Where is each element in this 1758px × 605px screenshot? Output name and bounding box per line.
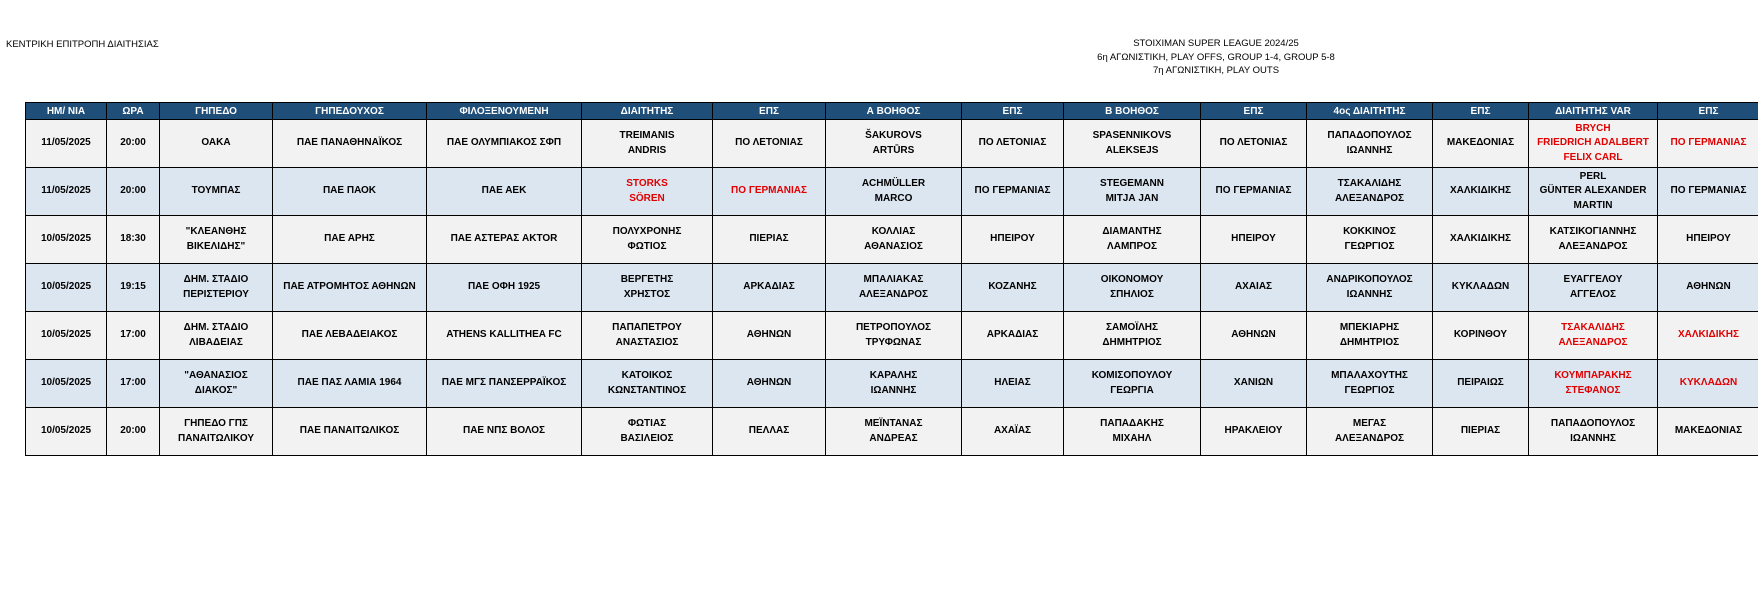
table-cell (427, 360, 582, 408)
cell-text: ΑΧΑΙΑΣ (1234, 281, 1273, 293)
table-cell (1529, 168, 1658, 216)
table-row (26, 312, 1758, 360)
cell-text: ΠΟ ΛΕΤΟΝΙΑΣ (978, 137, 1047, 149)
cell-text: ΧΑΝΙΩΝ (1233, 377, 1274, 389)
table-cell (713, 408, 826, 456)
cell-text: ΠΟ ΛΕΤΟΝΙΑΣ (1219, 137, 1288, 149)
cell-text: 17:00 (120, 377, 146, 389)
cell-text: ΤΣΑΚΑΛΙΔΗΣ (1561, 322, 1625, 333)
cell-text: ΤΣΑΚΑΛΙΔΗΣ (1337, 178, 1402, 189)
cell-text: ŠAKUROVS (865, 130, 922, 141)
cell-text: ΚΑΡΑΛΗΣ (869, 370, 918, 381)
cell-text: ΣΤΕΦΑΝΟΣ (1565, 384, 1621, 396)
cell-text: 18:30 (120, 233, 146, 245)
table-cell (26, 168, 107, 216)
cell-text: ΠΑΕ ΑΡΗΣ (324, 233, 375, 245)
cell-text: ΠΑΕ ΛΕΒΑΔΕΙΑΚΟΣ (301, 329, 398, 341)
table-cell (26, 312, 107, 360)
table-cell (1529, 312, 1658, 360)
cell-text: ΒΕΡΓΕΤΗΣ (620, 274, 674, 285)
table-cell (1201, 168, 1307, 216)
column-header-fourth-official-eps: ΕΠΣ (1433, 103, 1529, 120)
cell-text: STORKS (626, 178, 668, 189)
table-cell (962, 360, 1064, 408)
table-cell (1064, 168, 1201, 216)
cell-text: ΓΕΩΡΓΙΟΣ (1344, 240, 1395, 252)
table-cell (427, 216, 582, 264)
table-cell (427, 312, 582, 360)
cell-text: ΠΕΤΡΟΠΟΥΛΟΣ (855, 322, 932, 333)
cell-text: ΚΟΡΙΝΘΟΥ (1453, 329, 1508, 341)
table-cell (1433, 312, 1529, 360)
table-cell (26, 360, 107, 408)
table-cell (582, 408, 713, 456)
table-cell (107, 120, 160, 168)
cell-text: ΚΥΚΛΑΔΩΝ (1451, 281, 1510, 293)
table-row (26, 408, 1758, 456)
cell-text: ΚΥΚΛΑΔΩΝ (1679, 377, 1738, 389)
table-cell (107, 216, 160, 264)
cell-text: "ΑΘΑΝΑΣΙΟΣ (184, 370, 248, 381)
table-cell (1433, 120, 1529, 168)
cell-text: ΜΙΤJΑ JAN (1105, 192, 1159, 204)
table-cell (962, 168, 1064, 216)
cell-text: ΜΠΑΛΑΧΟΥΤΗΣ (1331, 370, 1408, 381)
table-cell (826, 264, 962, 312)
cell-text: ΠΑΕ ΠΑΝΑΙΤΩΛΙΚΟΣ (299, 425, 400, 437)
cell-text: GÜNTER ALEXANDER (1539, 185, 1647, 197)
cell-text: 10/05/2025 (40, 233, 92, 245)
cell-text: ΑΛΕΞΑΝΔΡΟΣ (1334, 432, 1405, 444)
cell-text: ΧΑΛΚΙΔΙΚΗΣ (1450, 233, 1511, 245)
table-cell (826, 168, 962, 216)
table-cell (273, 216, 427, 264)
table-cell (26, 408, 107, 456)
cell-text: ΔΗΜ. ΣΤΑΔΙΟ (183, 274, 249, 285)
table-cell (582, 120, 713, 168)
table-cell (1529, 408, 1658, 456)
cell-text: ΚΑΤΟΙΚΟΣ (621, 370, 673, 381)
cell-text: ΔΗΜ. ΣΤΑΔΙΟ (183, 322, 249, 333)
cell-text: ΔΗΜΗΤΡΙΟΣ (1339, 336, 1400, 348)
cell-text: ΠΑΕ ΟΦΗ 1925 (467, 281, 541, 293)
cell-text: ΜΑΚΕΔΟΝΙΑΣ (1446, 137, 1515, 149)
cell-text: ΙΩΑΝΝΗΣ (1570, 432, 1616, 444)
table-cell (273, 120, 427, 168)
cell-text: ΠΑΠΑΔΑΚΗΣ (1100, 418, 1164, 429)
table-cell (1433, 360, 1529, 408)
cell-text: ΔΙΑΜΑΝΤΗΣ (1102, 226, 1162, 237)
cell-text: ΛΙΒΑΔΕΙΑΣ (189, 336, 243, 348)
cell-text: ΠΟ ΛΕΤΟΝΙΑΣ (735, 137, 803, 149)
table-cell (26, 216, 107, 264)
cell-text: ΑΛΕΞΑΝΔΡΟΣ (1558, 336, 1628, 348)
table-cell (1064, 408, 1201, 456)
table-cell (1529, 120, 1658, 168)
cell-text: ΚΩΝΣΤΑΝΤΙΝΟΣ (607, 384, 687, 396)
table-cell (160, 312, 273, 360)
cell-text: ACHMÜLLER (861, 178, 926, 189)
table-cell (1658, 360, 1758, 408)
cell-text: 20:00 (120, 185, 146, 197)
cell-text: ΑΡΚΑΔΙΑΣ (986, 329, 1039, 341)
cell-text: ΑΝΔΡΙΚΟΠΟΥΛΟΣ (1326, 274, 1413, 285)
table-cell (273, 168, 427, 216)
table-cell (1529, 360, 1658, 408)
cell-text: ΧΑΛΚΙΔΙΚΗΣ (1678, 329, 1739, 341)
table-cell (1433, 264, 1529, 312)
cell-text: ΠΟ ΓΕΡΜΑΝΙΑΣ (1215, 185, 1292, 197)
table-cell (107, 312, 160, 360)
cell-text: ΠΑΕ ΝΠΣ ΒΟΛΟΣ (462, 425, 546, 437)
table-cell (160, 360, 273, 408)
cell-text: 10/05/2025 (40, 281, 92, 293)
table-cell (1658, 264, 1758, 312)
cell-text: ΑΝΑΣΤΑΣΙΟΣ (615, 336, 679, 348)
cell-text: ΠΑΕ ΑΤΡΟΜΗΤΟΣ ΑΘΗΝΩΝ (283, 281, 416, 293)
table-cell (1064, 360, 1201, 408)
cell-text: PERL (1579, 170, 1607, 182)
cell-text: ΙΩΑΝΝΗΣ (1346, 144, 1393, 156)
table-cell (26, 120, 107, 168)
table-cell (826, 312, 962, 360)
cell-text: ΑΝΔΡΕΑΣ (869, 432, 918, 444)
cell-text: 20:00 (120, 425, 146, 437)
cell-text: ALEKSEJS (1105, 144, 1159, 156)
cell-text: MARTIN (1573, 199, 1613, 211)
cell-text: 10/05/2025 (40, 329, 92, 341)
cell-text: ΚΑΤΣΙΚΟΓΙΑΝΝΗΣ (1549, 226, 1637, 237)
cell-text: ΜΑΚΕΔΟΝΙΑΣ (1674, 425, 1743, 437)
cell-text: ΚΟΛΛΙΑΣ (871, 226, 916, 237)
organization-label: ΚΕΝΤΡΙΚΗ ΕΠΙΤΡΟΠΗ ΔΙΑΙΤΗΣΙΑΣ (6, 39, 159, 50)
table-cell (1201, 408, 1307, 456)
table-cell (1307, 264, 1433, 312)
cell-text: ΕΥΑΓΓΕΛΟΥ (1563, 274, 1623, 285)
table-cell (107, 168, 160, 216)
cell-text: ΠΑΕ ΜΓΣ ΠΑΝΣΕΡΡΑΪΚΟΣ (441, 377, 567, 389)
cell-text: ΠΙΕΡΙΑΣ (749, 233, 789, 245)
table-cell (962, 216, 1064, 264)
cell-text: ΠΑΕ ΠΑΟΚ (322, 185, 377, 197)
cell-text: ΠΕΡΙΣΤΕΡΙΟΥ (183, 288, 249, 300)
header-line-3: 7η ΑΓΩΝΙΣΤΙΚΗ, PLAY OUTS (1152, 65, 1280, 76)
column-header-away-team: ΦΙΛΟΞΕΝΟΥΜΕΝΗ (427, 103, 582, 120)
cell-text: FRIEDRICH ADALBERT (1537, 137, 1649, 149)
table-cell (427, 120, 582, 168)
table-cell (160, 264, 273, 312)
cell-text: ΑΘΗΝΩΝ (746, 329, 792, 341)
cell-text: ΒΑΣΙΛΕΙΟΣ (620, 432, 674, 444)
table-cell (826, 120, 962, 168)
cell-text: ΧΡΗΣΤΟΣ (623, 288, 671, 300)
cell-text: 10/05/2025 (40, 377, 92, 389)
cell-text: ΙΩΑΝΝΗΣ (870, 384, 917, 396)
cell-text: 11/05/2025 (41, 137, 91, 149)
table-cell (273, 312, 427, 360)
cell-text: ΑΘΑΝΑΣΙΟΣ (864, 240, 923, 252)
table-cell (1307, 168, 1433, 216)
cell-text: ΧΑΛΚΙΔΙΚΗΣ (1450, 185, 1511, 197)
cell-text: ARTŪRS (872, 144, 915, 156)
cell-text: ΟΙΚΟΝΟΜΟΥ (1100, 274, 1164, 285)
table-cell (962, 120, 1064, 168)
table-cell (962, 264, 1064, 312)
table-cell (582, 264, 713, 312)
cell-text: ΚΟΜΙΣΟΠΟΥΛΟΥ (1091, 370, 1173, 381)
table-cell (1658, 120, 1758, 168)
cell-text: ΦΩΤΙΑΣ (627, 418, 667, 429)
cell-text: ΟΑΚΑ (201, 137, 231, 149)
cell-text: ΠΑΕ ΑΣΤΕΡΑΣ AKTOR (450, 233, 558, 245)
cell-text: ΦΩΤΙΟΣ (627, 240, 667, 252)
cell-text: ΚΟΚΚΙΝΟΣ (1343, 226, 1396, 237)
cell-text: ΠΕΙΡΑΙΩΣ (1457, 377, 1504, 389)
cell-text: ΗΠΕΙΡΟΥ (990, 233, 1035, 245)
table-cell (582, 312, 713, 360)
cell-text: STEGEMANN (1100, 178, 1164, 189)
table-cell (1529, 216, 1658, 264)
cell-text: BRYCH (1575, 122, 1611, 134)
column-header-home-team: ΓΗΠΕΔΟΥΧΟΣ (273, 103, 427, 120)
column-header-assistant-a: Α ΒΟΗΘΟΣ (826, 103, 962, 120)
document-header (1066, 37, 1366, 78)
table-cell (962, 312, 1064, 360)
table-cell (26, 264, 107, 312)
table-cell (107, 408, 160, 456)
cell-text: 11/05/2025 (41, 185, 91, 197)
cell-text: ΓΕΩΡΓΙΟΣ (1344, 384, 1395, 396)
table-cell (1307, 408, 1433, 456)
column-header-assistant-a-eps: ΕΠΣ (962, 103, 1064, 120)
column-header-assistant-b-eps: ΕΠΣ (1201, 103, 1307, 120)
table-cell (1064, 264, 1201, 312)
table-cell (427, 264, 582, 312)
cell-text: ΠΟ ΓΕΡΜΑΝΙΑΣ (1670, 137, 1747, 149)
table-row (26, 216, 1758, 264)
table-cell (713, 360, 826, 408)
table-cell (1201, 120, 1307, 168)
cell-text: SPASENNIKOVS (1092, 130, 1172, 141)
cell-text: ΑΘΗΝΩΝ (1686, 281, 1731, 293)
cell-text: ΜΠΕΚΙΑΡΗΣ (1339, 322, 1400, 333)
cell-text: ΑΛΕΞΑΝΔΡΟΣ (1334, 192, 1405, 204)
table-cell (273, 360, 427, 408)
cell-text: ΑΘΗΝΩΝ (1231, 329, 1276, 341)
cell-text: ΚΟΥΜΠΑΡΑΚΗΣ (1554, 370, 1632, 381)
column-header-var-eps: ΕΠΣ (1658, 103, 1758, 120)
cell-text: ΑΘΗΝΩΝ (746, 377, 792, 389)
header-line-1: STOIXIMAN SUPER LEAGUE 2024/25 (1133, 38, 1299, 49)
column-header-var-referee: ΔΙΑΙΤΗΤΗΣ VAR (1529, 103, 1658, 120)
column-header-referee: ΔΙΑΙΤΗΤΗΣ (582, 103, 713, 120)
cell-text: ΓΗΠΕΔΟ ΓΠΣ (184, 418, 248, 429)
table-cell (427, 408, 582, 456)
cell-text: ΔΙΑΚΟΣ" (194, 384, 238, 396)
table-cell (427, 168, 582, 216)
cell-text: ΙΩΑΝΝΗΣ (1346, 288, 1393, 300)
cell-text: TREIMANIS (619, 130, 675, 141)
table-cell (826, 408, 962, 456)
table-row (26, 168, 1758, 216)
cell-text: 20:00 (120, 137, 146, 149)
cell-text: ΑΛΕΞΑΝΔΡΟΣ (858, 288, 929, 300)
cell-text: SÖREN (629, 192, 665, 204)
cell-text: ATHENS KALLITHEA FC (446, 329, 562, 341)
table-row (26, 120, 1758, 168)
cell-text: ΑΓΓΕΛΟΣ (1569, 288, 1617, 300)
table-header-row (26, 103, 1758, 120)
cell-text: ANDRIS (627, 144, 667, 156)
table-cell (1307, 216, 1433, 264)
table-cell (713, 264, 826, 312)
table-cell (1201, 360, 1307, 408)
column-header-time: ΩΡΑ (107, 103, 160, 120)
cell-text: ΠΟ ΓΕΡΜΑΝΙΑΣ (1670, 185, 1747, 197)
cell-text: ΓΕΩΡΓΙΑ (1110, 384, 1154, 396)
referee-assignments-table (25, 102, 1758, 456)
column-header-fourth-official: 4ος ΔΙΑΙΤΗΤΗΣ (1307, 103, 1433, 120)
table-cell (107, 360, 160, 408)
table-cell (160, 408, 273, 456)
cell-text: ΠΑΠΑΠΕΤΡΟΥ (612, 322, 682, 333)
cell-text: MARCO (874, 192, 913, 204)
cell-text: ΛΑΜΠΡΟΣ (1107, 240, 1157, 252)
table-cell (582, 216, 713, 264)
cell-text: ΚΟΖΑΝΗΣ (988, 281, 1037, 293)
table-cell (1307, 312, 1433, 360)
cell-text: ΠΑΕ ΟΛΥΜΠΙΑΚΟΣ ΣΦΠ (446, 137, 562, 149)
cell-text: ΠΙΕΡΙΑΣ (1460, 425, 1501, 437)
table-row (26, 360, 1758, 408)
table-cell (107, 264, 160, 312)
cell-text: ΜΕΪΝΤΑΝΑΣ (864, 418, 923, 429)
table-cell (1529, 264, 1658, 312)
cell-text: ΠΑΕ ΠΑΝΑΘΗΝΑΪΚΟΣ (296, 137, 403, 149)
cell-text: ΤΡΥΦΩΝΑΣ (865, 336, 922, 348)
table-cell (826, 360, 962, 408)
cell-text: 10/05/2025 (40, 425, 92, 437)
table-cell (160, 216, 273, 264)
table-cell (1201, 216, 1307, 264)
table-cell (713, 312, 826, 360)
cell-text: "ΚΛΕΑΝΘΗΣ (185, 226, 247, 237)
column-header-date: ΗΜ/ ΝΙΑ (26, 103, 107, 120)
table-cell (1433, 168, 1529, 216)
cell-text: ΣΠΗΛΙΟΣ (1110, 288, 1154, 300)
table-cell (1064, 216, 1201, 264)
table-cell (1658, 312, 1758, 360)
cell-text: ΔΗΜΗΤΡΙΟΣ (1102, 336, 1162, 348)
table-body (26, 120, 1758, 456)
cell-text: ΒΙΚΕΛΙΔΗΣ" (186, 240, 246, 252)
cell-text: ΗΡΑΚΛΕΙΟΥ (1224, 425, 1283, 437)
cell-text: ΗΠΕΙΡΟΥ (1231, 233, 1276, 245)
table-row (26, 264, 1758, 312)
table-cell (1064, 120, 1201, 168)
table-cell (1201, 264, 1307, 312)
cell-text: FELIX CARL (1563, 151, 1623, 163)
cell-text: ΠΑΕ ΑΕΚ (481, 185, 527, 197)
table-cell (582, 360, 713, 408)
cell-text: ΤΟΥΜΠΑΣ (191, 185, 241, 197)
table-cell (582, 168, 713, 216)
cell-text: ΜΙΧΑΗΛ (1112, 432, 1152, 444)
table-cell (962, 408, 1064, 456)
cell-text: ΠΟ ΓΕΡΜΑΝΙΑΣ (974, 185, 1051, 197)
cell-text: ΠΕΛΛΑΣ (748, 425, 790, 437)
table-cell (1658, 168, 1758, 216)
table-cell (713, 168, 826, 216)
table-cell (1307, 360, 1433, 408)
header-line-2: 6η ΑΓΩΝΙΣΤΙΚΗ, PLAY OFFS, GROUP 1-4, GROUP 5-8 (1097, 51, 1335, 63)
cell-text: ΜΠΑΛΙΑΚΑΣ (863, 274, 924, 285)
table-cell (273, 408, 427, 456)
table-cell (826, 216, 962, 264)
cell-text: ΠΑΕ ΠΑΣ ΛΑΜΙΑ 1964 (297, 377, 402, 389)
table-cell (713, 216, 826, 264)
cell-text: ΠΑΠΑΔΟΠΟΥΛΟΣ (1327, 130, 1412, 141)
table-cell (1064, 312, 1201, 360)
cell-text: ΠΑΝΑΙΤΩΛΙΚΟΥ (178, 432, 254, 444)
cell-text: ΣΑΜΟΪΛΗΣ (1105, 322, 1158, 333)
table-cell (273, 264, 427, 312)
cell-text: ΠΟΛΥΧΡΟΝΗΣ (612, 226, 682, 237)
table-cell (1658, 408, 1758, 456)
column-header-assistant-b: Β ΒΟΗΘΟΣ (1064, 103, 1201, 120)
cell-text: ΗΛΕΙΑΣ (994, 377, 1031, 389)
table-cell (713, 120, 826, 168)
table-cell (1201, 312, 1307, 360)
table-cell (1433, 216, 1529, 264)
cell-text: ΑΛΕΞΑΝΔΡΟΣ (1558, 240, 1628, 252)
cell-text: ΑΡΚΑΔΙΑΣ (743, 281, 795, 293)
cell-text: ΠΑΠΑΔΟΠΟΥΛΟΣ (1550, 418, 1636, 429)
cell-text: ΠΟ ΓΕΡΜΑΝΙΑΣ (731, 185, 807, 197)
table-cell (1433, 408, 1529, 456)
table-cell (160, 120, 273, 168)
cell-text: ΗΠΕΙΡΟΥ (1686, 233, 1731, 245)
cell-text: ΑΧΑΪΑΣ (993, 425, 1032, 437)
table-cell (1307, 120, 1433, 168)
table-cell (1658, 216, 1758, 264)
cell-text: 19:15 (120, 281, 146, 293)
cell-text: ΜΕΓΑΣ (1352, 418, 1387, 429)
cell-text: 17:00 (120, 329, 146, 341)
table-cell (160, 168, 273, 216)
column-header-stadium: ΓΗΠΕΔΟ (160, 103, 273, 120)
column-header-referee-eps: ΕΠΣ (713, 103, 826, 120)
